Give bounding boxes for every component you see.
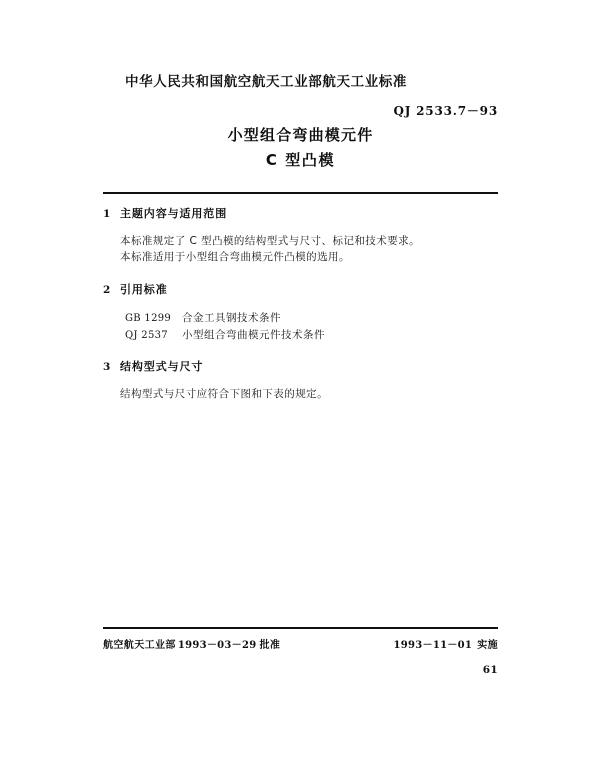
reference-item [125, 310, 498, 327]
footer-approval [103, 636, 280, 651]
document-title-main: 小型组合弯曲模元件 [227, 126, 374, 144]
footer-approval-date: 1993－03－29 [177, 640, 257, 651]
section-3-paragraph-1: 结构型式与尺寸应符合下图和下表的规定。 [120, 387, 329, 400]
document-title-sub: C 型凸模 [265, 150, 336, 169]
section-2-title: 引用标准 [120, 282, 168, 296]
reference-name: 小型组合弯曲模元件技术条件 [182, 328, 325, 341]
section-1 [103, 205, 498, 266]
section-2 [103, 281, 498, 344]
reference-code: QJ 2537 [125, 329, 168, 341]
document-title-block [103, 124, 498, 171]
page-number: 61 [482, 664, 498, 676]
document-header [103, 70, 498, 119]
section-1-paragraph-2: 本标准适用于小型组合弯曲模元件凸模的选用。 [120, 250, 350, 263]
section-spacer-2 [103, 344, 498, 358]
footer-effective-label: 实施 [477, 640, 498, 651]
section-1-paragraph-1: 本标准规定了 C 型凸模的结构型式与尺寸、标记和技术要求。 [120, 235, 421, 247]
section-2-heading [103, 281, 498, 297]
footer-issuer: 航空航天工业部 [103, 640, 176, 651]
section-1-heading [103, 205, 498, 221]
section-2-number: 2 [103, 283, 111, 296]
document-footer [103, 636, 498, 651]
reference-code: GB 1299 [125, 312, 172, 324]
standard-code: QJ 2533.7－93 [393, 104, 498, 118]
section-3-title: 结构型式与尺寸 [120, 359, 204, 373]
reference-name: 合金工具钢技术条件 [182, 311, 281, 324]
document-body [103, 205, 498, 403]
section-1-title: 主题内容与适用范围 [120, 207, 228, 220]
section-spacer-1 [103, 266, 498, 281]
section-3-number: 3 [103, 360, 111, 373]
section-3-heading [103, 358, 498, 374]
section-1-number: 1 [103, 208, 111, 220]
footer-effective-date: 1993－11－01 [393, 640, 473, 651]
header-divider-rule [103, 192, 498, 194]
referenced-standards-list [125, 310, 498, 344]
reference-item [125, 327, 498, 344]
issuing-organization-title: 中华人民共和国航空航天工业部航天工业标准 [125, 74, 407, 90]
footer-effective [394, 636, 498, 651]
footer-approval-label: 批准 [259, 640, 281, 651]
section-3 [103, 358, 498, 403]
footer-divider-rule [103, 627, 498, 629]
